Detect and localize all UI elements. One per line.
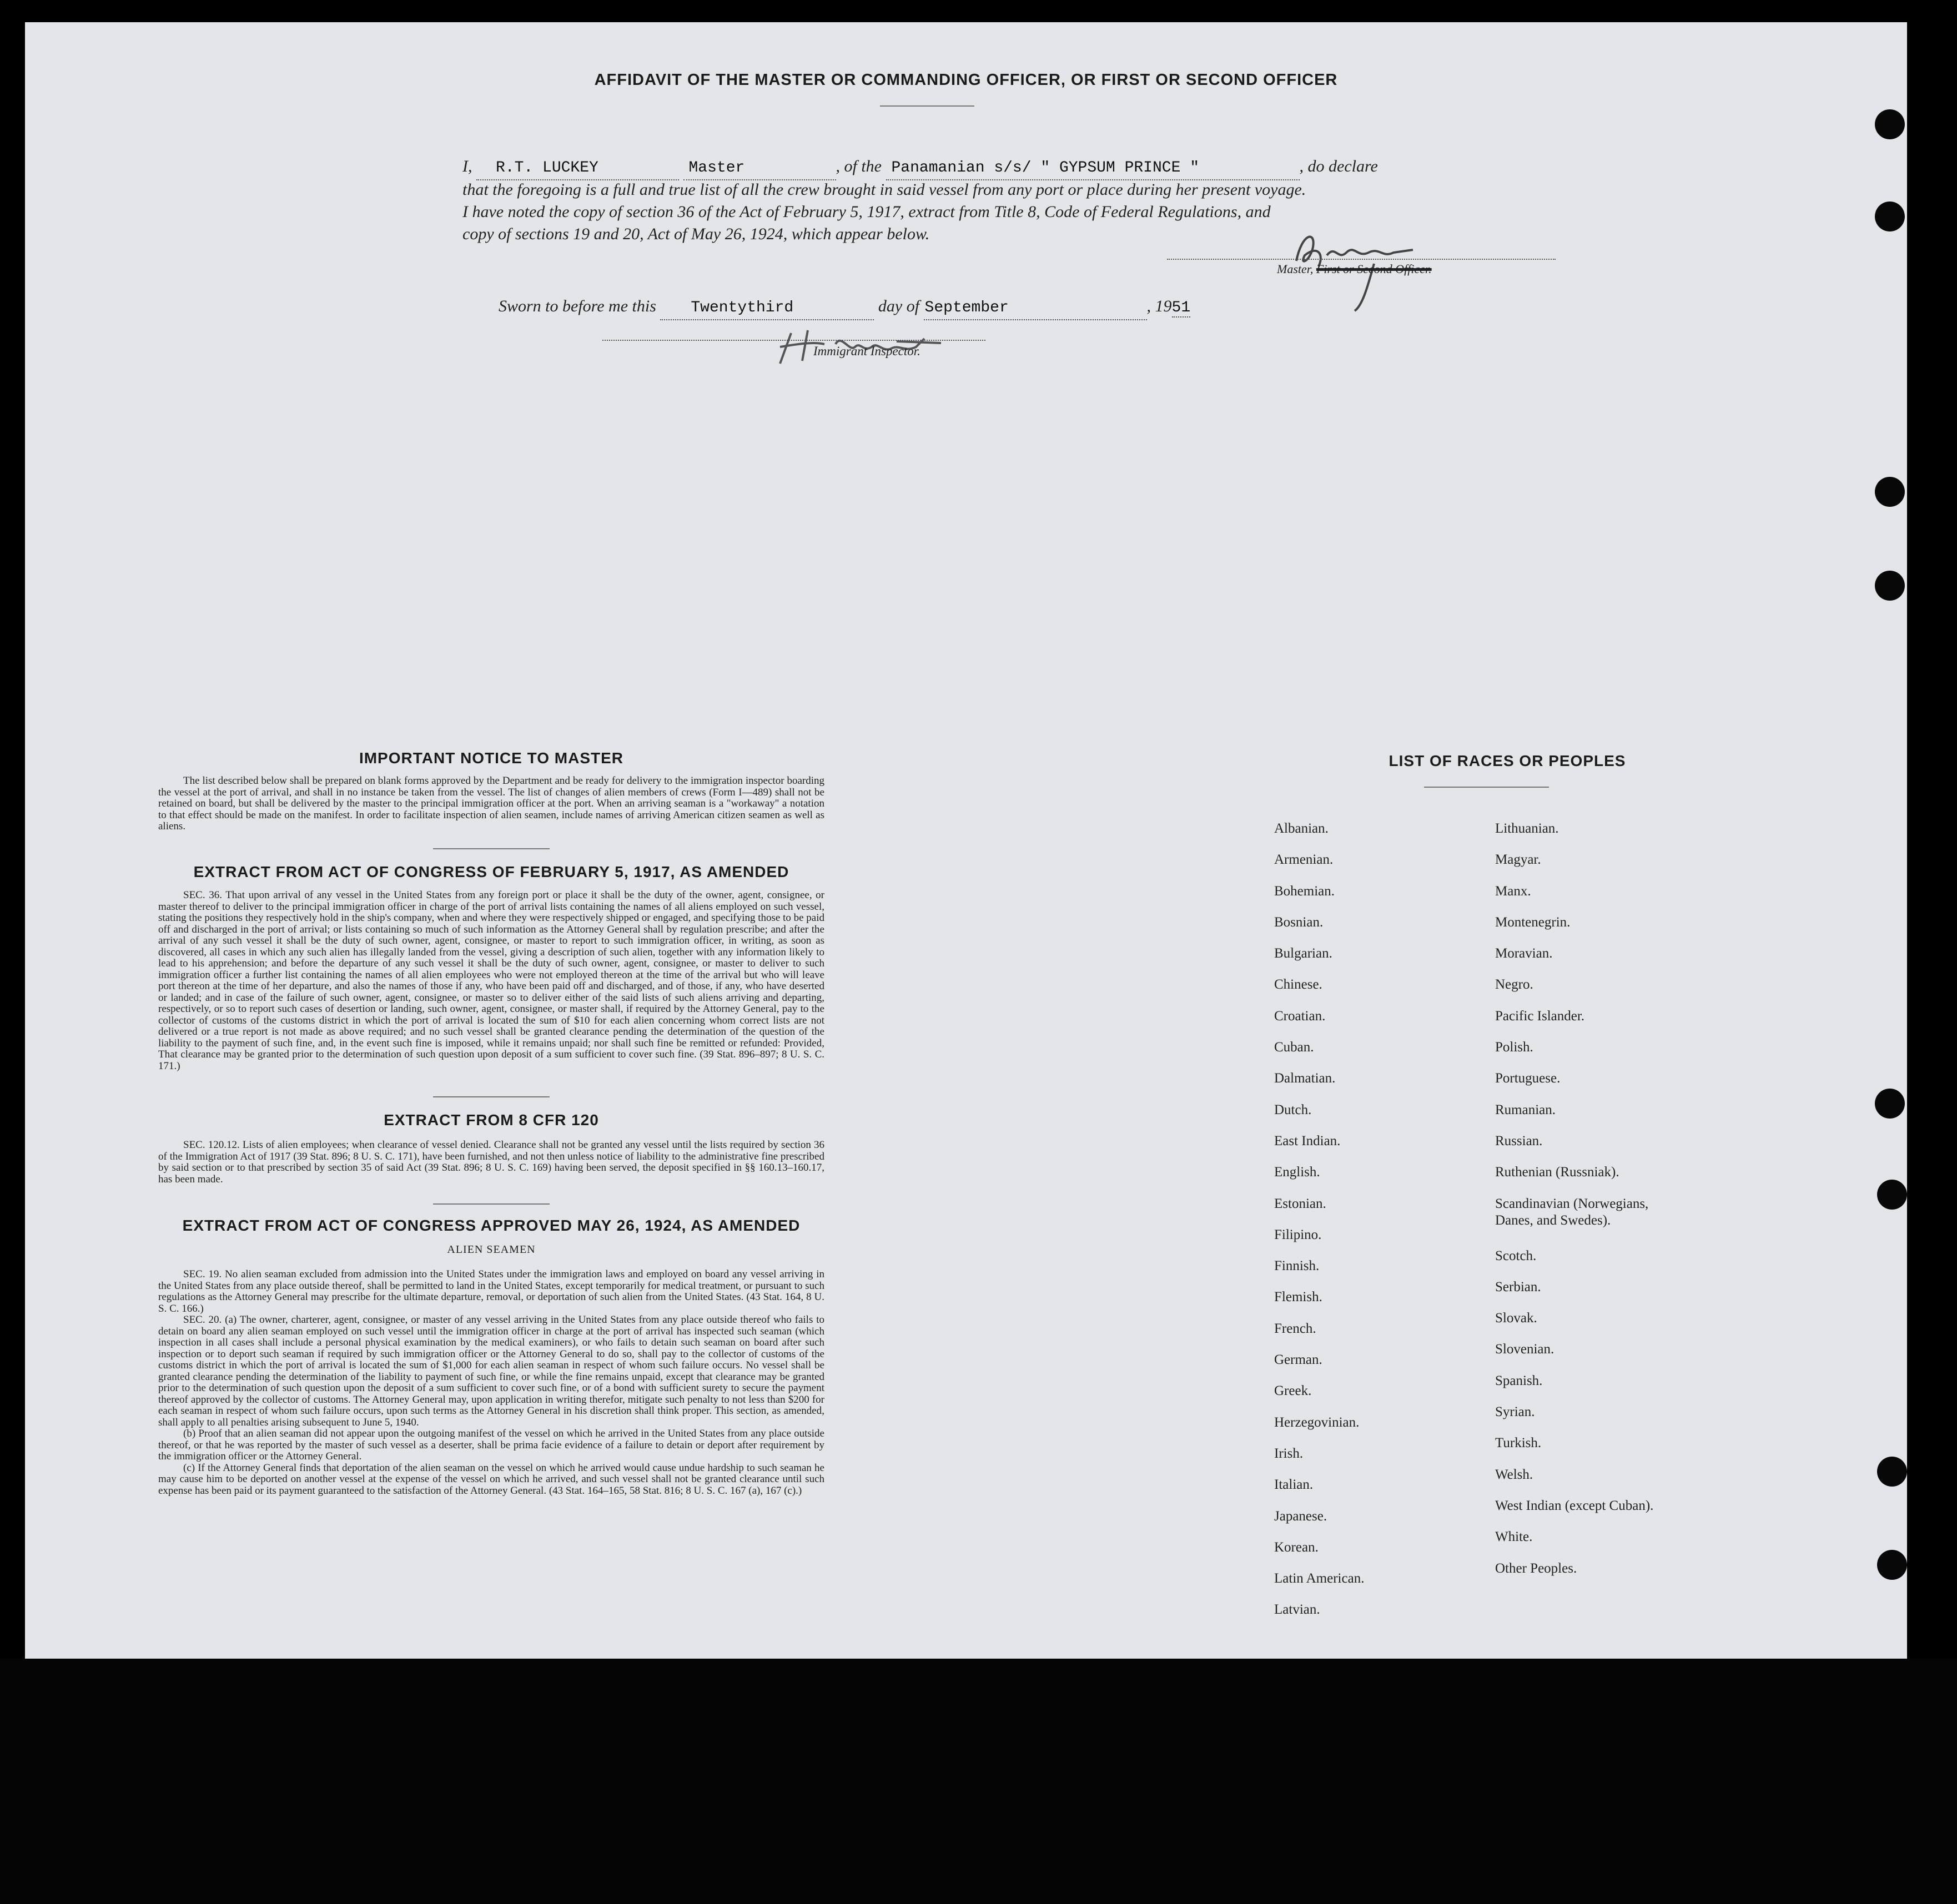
- race-item: Magyar.: [1495, 852, 1541, 868]
- extract-1924-title: EXTRACT FROM ACT OF CONGRESS APPROVED MAY 26, 1924, AS AMENDED: [182, 1217, 801, 1234]
- punch-hole: [1877, 1550, 1907, 1580]
- sworn-day-field: Twentythird: [660, 297, 874, 320]
- master-caption: Master, First or Second Officer.: [1277, 262, 1432, 276]
- race-item: German.: [1274, 1352, 1322, 1368]
- divider: [433, 848, 550, 849]
- race-item: White.: [1495, 1529, 1533, 1545]
- race-item: East Indian.: [1274, 1133, 1341, 1149]
- year-prefix: , 19: [1146, 297, 1172, 315]
- race-item: Dalmatian.: [1274, 1071, 1336, 1086]
- race-item: Latin American.: [1274, 1571, 1365, 1586]
- race-item: Armenian.: [1274, 852, 1334, 868]
- rank-field: Master: [683, 157, 836, 180]
- race-item: Pacific Islander.: [1495, 1008, 1585, 1024]
- extract-1924-body: [158, 1269, 824, 1497]
- struck-officer-text: First or Second Officer.: [1316, 262, 1432, 276]
- divider: [880, 105, 974, 107]
- scan-border: [0, 1659, 1957, 1904]
- race-item: Syrian.: [1495, 1404, 1535, 1420]
- race-item: Rumanian.: [1495, 1102, 1556, 1117]
- divider: [1424, 787, 1549, 788]
- divider: [433, 1096, 550, 1097]
- inspector-signature-line: [602, 340, 985, 341]
- race-item: Italian.: [1274, 1477, 1314, 1493]
- race-item: Irish.: [1274, 1445, 1304, 1461]
- affidavit-line-1: [462, 155, 1551, 180]
- day-of-text: day of: [878, 297, 920, 315]
- sec-20b-text: (b) Proof that an alien seaman did not appear upon the outgoing manifest of the vessel on which he arrived in the United States from any place outside thereof, or that he was reported by the master of such vessel as a deserter, shall be prima facie evidence of a failure to detain or deport after requirement by the immigration officer or the Attorney General.: [158, 1428, 824, 1462]
- race-item: Ruthenian (Russniak).: [1495, 1165, 1619, 1180]
- affidavit-line-4: copy of sections 19 and 20, Act of May 26, 1924, which appear below.: [462, 225, 930, 243]
- race-item: Filipino.: [1274, 1227, 1322, 1242]
- sec-20c-text: (c) If the Attorney General finds that deportation of the alien seaman on the vessel on which he arrived would cause undue hardship to such seaman he may cause him to be deported on another vessel at the expense of the vessel on which he arrived, and such vessel shall not be granted clearance until such expense has been paid or its payment guaranteed to the satisfaction of the Attorney General. (43 Stat. 164–165, 58 Stat. 816; 8 U. S. C. 167 (a), 167 (c).): [158, 1462, 824, 1497]
- races-right-column: [1495, 820, 1773, 1591]
- race-item: Portuguese.: [1495, 1071, 1561, 1086]
- race-item: Bosnian.: [1274, 914, 1324, 930]
- race-item: Albanian.: [1274, 821, 1329, 836]
- alien-seamen-subtitle: ALIEN SEAMEN: [447, 1243, 536, 1256]
- race-item: Bohemian.: [1274, 883, 1335, 899]
- race-item: Manx.: [1495, 883, 1531, 899]
- race-item: Negro.: [1495, 977, 1533, 993]
- race-item: Russian.: [1495, 1133, 1543, 1149]
- sec-19-text: SEC. 19. No alien seaman excluded from admission into the United States under the immigration laws and employed on board any vessel arriving in the United States from any place outside thereof, shall be permitted to land in the United States, except temporarily for medical treatment, or pursuant to such regulations as the Attorney General may prescribe for the ultimate departure, removal, or deportation of such alien from the United States. (43 Stat. 164, 8 U. S. C. 166.): [158, 1268, 824, 1314]
- race-item: English.: [1274, 1165, 1320, 1180]
- affidavit-line-3: I have noted the copy of section 36 of the Act of February 5, 1917, extract from Title 8, Code of Federal Regulations, and: [462, 203, 1271, 221]
- master-name-field: R.T. LUCKEY: [476, 157, 679, 180]
- i-word: I,: [462, 157, 472, 175]
- race-item: Korean.: [1274, 1539, 1319, 1555]
- race-item: Polish.: [1495, 1040, 1533, 1055]
- punch-hole: [1875, 477, 1905, 507]
- year-field: 51: [1171, 299, 1191, 316]
- race-item: Other Peoples.: [1495, 1560, 1577, 1576]
- affidavit-title: AFFIDAVIT OF THE MASTER OR COMMANDING OFFICER, OR FIRST OR SECOND OFFICER: [594, 71, 1338, 89]
- vessel-field: Panamanian s/s/ " GYPSUM PRINCE ": [886, 157, 1300, 180]
- race-item: Finnish.: [1274, 1258, 1320, 1274]
- race-item: Bulgarian.: [1274, 946, 1332, 961]
- sworn-line: [499, 295, 1587, 320]
- divider: [433, 1203, 550, 1205]
- punch-hole: [1877, 1180, 1907, 1210]
- extract-1917-body: SEC. 36. That upon arrival of any vessel in the United States from any foreign port or place it shall be the duty of the owner, agent, consignee, or master thereof to deliver to the principal immigration officer in charge of the port of arrival lists containing the names of all aliens employed on such vessel, stating the positions they respectively hold in the ship's company, when and where they were respectively shipped or engaged, and specifying those to be paid off and discharged in the port of arrival; or lists containing so much of such information as the Attorney General shall by regulation prescribe; and after the arrival of any such vessel it shall be the duty of such owner, agent, consignee, or master to report to such immigration officer, in writing, as soon as discovered, all cases in which any such alien has illegally landed from the vessel, giving a description of such alien, together with any information likely to lead to his apprehension; and before the departure of any such vessel it shall be the duty of such owner, agent, consignee, or master to deliver to such immigration officer a further list containing the names of all alien employees who were not employed thereon at the time of the arrival but who will leave port thereon at the time of her departure, and also the names of those if any, who have been paid off and discharged, and of those, if any, who have deserted or landed; and in case of the failure of such owner, agent, consignee, or master so to deliver either of the said lists of such aliens arriving and departing, respectively, or so to report such cases of desertion or landing, such owner, agent, consignee, or master shall, if required by the Attorney General, pay to the collector of customs of the customs district in which the port of arrival is located the sum of $10 for each alien concerning whom correct lists are not delivered or a true report is not made as above required; and no such vessel shall be granted clearance pending the determination of the question of the liability to the payment of such fine, and, in the event such fine is imposed, while it remains unpaid; nor shall such fine be remitted or refunded: Provided, That clearance may be granted prior to the determination of such question upon deposit of a sum sufficient to cover such fine. (39 Stat. 896–897; 8 U. S. C. 171.): [158, 889, 824, 1072]
- race-item: Scandinavian (Norwegians, Danes, and Swedes).: [1495, 1196, 1649, 1228]
- race-item: Latvian.: [1274, 1602, 1320, 1618]
- punch-hole: [1875, 1089, 1905, 1119]
- race-item: Moravian.: [1495, 946, 1553, 961]
- race-item: Scotch.: [1495, 1248, 1537, 1263]
- race-item: Spanish.: [1495, 1373, 1543, 1388]
- race-item: French.: [1274, 1321, 1316, 1336]
- sworn-month-field: September: [924, 297, 1147, 320]
- cfr-title: EXTRACT FROM 8 CFR 120: [384, 1111, 599, 1129]
- race-item: West Indian (except Cuban).: [1495, 1498, 1654, 1513]
- affidavit-line-2: that the foregoing is a full and true list of all the crew brought in said vessel from any port or place during her present voyage.: [462, 180, 1306, 199]
- race-item: Serbian.: [1495, 1279, 1541, 1294]
- race-item: Welsh.: [1495, 1467, 1533, 1482]
- sec-20a-text: SEC. 20. (a) The owner, charterer, agent, consignee, or master of any vessel arriving in the United States from any place outside thereof who fails to detain on board any alien seaman employed on such vessel until the immigration officer in charge at the port of arrival has inspected such seaman (which inspection in all cases shall include a personal physical examination by the medical examiners), or who fails to detain such seaman on board after such inspection or to deport such seaman if required by such immigration officer or the Attorney General to do so, shall pay to the collector of customs of the customs district in which the port of arrival is located the sum of $1,000 for each alien seaman in respect of whom such failure occurs. No vessel shall be granted clearance pending the determination of the liability to payment of such fine, or while the fine remains unpaid, except that clearance may be granted prior to the determination of such question upon the deposit of a sum sufficient to cover such fine, or of a bond with sufficient surety to secure the payment thereof approved by the collector of customs. The Attorney General may, upon application in writing therefor, mitigate such penalty to not less than $200 for each seaman in respect of whom such failure occurs, upon such terms as the Attorney General in his discretion shall think proper. This section, as amended, shall apply to all penalties arising subsequent to June 5, 1940.: [158, 1314, 824, 1428]
- race-item: Slovak.: [1495, 1311, 1537, 1326]
- race-item: Cuban.: [1274, 1040, 1314, 1055]
- race-item: Flemish.: [1274, 1290, 1322, 1305]
- cfr-body: SEC. 120.12. Lists of alien employees; when clearance of vessel denied. Clearance shall not be granted any vessel until the lists required by section 36 of the Immigration Act of 1917 (39 Stat. 896; 8 U. S. C. 171), have been furnished, and not then unless notice of liability to the administrative fine prescribed by said section or to that prescribed by section 35 of said Act (39 Stat. 896; 8 U. S. C. 169) having been served, the deposit specified in §§ 160.13–160.17, has been made.: [158, 1139, 824, 1185]
- inspector-caption: Immigrant Inspector.: [813, 344, 920, 358]
- race-item: Lithuanian.: [1495, 821, 1559, 836]
- sworn-prefix: Sworn to before me this: [499, 297, 656, 315]
- race-item: Herzegovinian.: [1274, 1414, 1360, 1430]
- race-item: Slovenian.: [1495, 1342, 1554, 1357]
- document-sheet: [25, 22, 1907, 1659]
- race-item: Chinese.: [1274, 977, 1322, 993]
- notice-body: The list described below shall be prepared on blank forms approved by the Department and be ready for delivery to the immigration inspector boarding the vessel at the port of arrival, and shall in no instance be taken from the vessel. The list of changes of alien members of crews (Form I—489) shall not be retained on board, but shall be delivered by the master to the principal immigration officer at the port. When an arriving seaman is a "workaway" a notation to that effect should be made on the manifest. In order to facilitate inspection of alien seamen, include names of arriving American citizen seamen as well as aliens.: [158, 775, 824, 832]
- of-the-text: , of the: [836, 157, 882, 175]
- race-item: Dutch.: [1274, 1102, 1312, 1117]
- punch-hole: [1875, 571, 1905, 601]
- extract-1917-title: EXTRACT FROM ACT OF CONGRESS OF FEBRUARY 5, 1917, AS AMENDED: [193, 863, 789, 880]
- race-item: Estonian.: [1274, 1196, 1326, 1211]
- races-left-column: [1274, 820, 1485, 1633]
- race-item: Turkish.: [1495, 1435, 1542, 1451]
- race-item: Greek.: [1274, 1383, 1312, 1399]
- do-declare-text: , do declare: [1299, 157, 1378, 175]
- master-signature-line: [1167, 259, 1556, 260]
- races-title: LIST OF RACES OR PEOPLES: [1388, 752, 1626, 769]
- race-item: Croatian.: [1274, 1008, 1326, 1024]
- notice-title: IMPORTANT NOTICE TO MASTER: [359, 749, 624, 767]
- punch-hole: [1877, 1457, 1907, 1487]
- punch-hole: [1875, 109, 1905, 139]
- punch-hole: [1875, 202, 1905, 231]
- race-item: Japanese.: [1274, 1508, 1327, 1524]
- race-item: Montenegrin.: [1495, 914, 1571, 930]
